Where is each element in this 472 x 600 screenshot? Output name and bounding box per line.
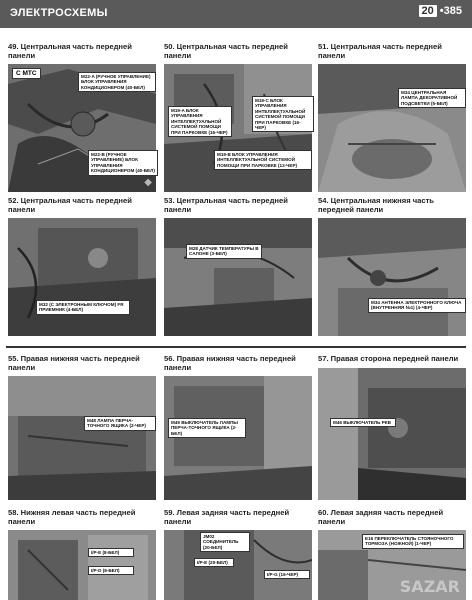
connector-label: I/P-D (8-БЕЛ) bbox=[88, 566, 134, 575]
watermark: SAZAR bbox=[399, 577, 460, 596]
figure-59 bbox=[164, 508, 312, 600]
figure-49 bbox=[8, 42, 156, 192]
connector-label: M19-C БЛОК УПРАВЛЕНИЯ ИНТЕЛЛЕКТУАЛЬНОЙ СИСТЕМОЙ ПОМОЩИ ПРИ ПАРКОВКЕ (16-ЧЕР) bbox=[252, 96, 314, 132]
label-with-mtc: С МТС bbox=[12, 68, 41, 79]
connector-label: I/P-E (8-БЕЛ) bbox=[88, 548, 134, 557]
section-title: ЭЛЕКТРОСХЕМЫ bbox=[10, 7, 108, 19]
figure-50 bbox=[164, 42, 312, 192]
figure-caption: 49. Центральная часть передней панели bbox=[8, 42, 132, 60]
photo bbox=[318, 218, 466, 336]
figure-caption: 54. Центральная нижняя часть передней панели bbox=[318, 196, 434, 214]
photo bbox=[8, 218, 156, 336]
figure-54 bbox=[318, 196, 466, 336]
section-divider bbox=[6, 346, 466, 348]
figure-caption: 57. Правая сторона передней панели bbox=[318, 354, 459, 363]
photo bbox=[8, 530, 156, 600]
photo bbox=[164, 218, 312, 336]
chapter-number: 20 bbox=[419, 5, 437, 17]
connector-label: E16 ПЕРЕКЛЮЧАТЕЛЬ СТОЯНОЧНОГО ТОРМОЗА (НОЖНОЙ) (1-ЧЕР) bbox=[362, 534, 464, 549]
page-number-value: 385 bbox=[443, 5, 462, 17]
figure-caption: 55. Правая нижняя часть передней панели bbox=[8, 354, 140, 372]
connector-label: I/P-E (20-БЕЛ) bbox=[194, 558, 234, 567]
figure-57 bbox=[318, 354, 466, 500]
figure-60 bbox=[318, 508, 466, 600]
figure-caption: 50. Центральная часть передней панели bbox=[164, 42, 288, 60]
connector-label: M22-A (РУЧНОЕ УПРАВЛЕНИЕ) БЛОК УПРАВЛЕНИЯ КОНДИЦИОНЕРОМ (40-БЕЛ) bbox=[78, 72, 156, 92]
figure-caption: 60. Левая задняя часть передней панели bbox=[318, 508, 444, 526]
connector-label: M19-B БЛОК УПРАВЛЕНИЯ ИНТЕЛЛЕКТУАЛЬНОЙ СИСТЕМОЙ ПОМОЩИ ПРИ ПАРКОВКЕ (12-ЧЕР) bbox=[214, 150, 312, 170]
photo bbox=[318, 368, 466, 500]
page-header bbox=[0, 0, 472, 28]
figure-caption: 58. Нижняя левая часть передней панели bbox=[8, 508, 136, 526]
figure-52 bbox=[8, 196, 156, 336]
connector-label: M34 ЦЕНТРАЛЬНАЯ ЛАМПА ДЕКОРАТИВНОЙ ПОДСВЕТКИ (5-БЕЛ) bbox=[398, 88, 466, 108]
connector-label: M28 ДАТЧИК ТЕМПЕРАТУРЫ В САЛОНЕ (3-БЕЛ) bbox=[186, 244, 262, 259]
page-number: 20 •385 bbox=[419, 5, 462, 17]
connector-label: M22-B (РУЧНОЕ УПРАВЛЕНИЕ) БЛОК УПРАВЛЕНИЯ КОНДИЦИОНЕРОМ (40-БЕЛ) bbox=[88, 150, 158, 176]
connector-label: M32 (С ЭЛЕКТРОННЫМ КЛЮЧОМ) FR ПРИЕМНИК (4-БЕЛ) bbox=[36, 300, 130, 315]
figure-caption: 53. Центральная часть передней панели bbox=[164, 196, 288, 214]
figure-58 bbox=[8, 508, 156, 600]
figure-caption: 56. Правая нижняя часть передней панели bbox=[164, 354, 296, 372]
figure-53 bbox=[164, 196, 312, 336]
figure-caption: 51. Центральная часть передней панели bbox=[318, 42, 442, 60]
connector-label: M19-A БЛОК УПРАВЛЕНИЯ ИНТЕЛЛЕКТУАЛЬНОЙ СИСТЕМОЙ ПОМОЩИ ПРИ ПАРКОВКЕ (16-ЧЕР) bbox=[168, 106, 232, 137]
connector-label: M34 АНТЕННА ЭЛЕКТРОННОГО КЛЮЧА (ВНУТРЕННЯЯ №1) (4-ЧЕР) bbox=[368, 298, 466, 313]
connector-label: M46 ВЫКЛЮЧАТЕЛЬ РКВ bbox=[330, 418, 396, 427]
photo bbox=[318, 64, 466, 192]
connector-label: M49 ВЫКЛЮЧАТЕЛЬ ЛАМПЫ ПЕРЧА-ТОЧНОГО ЯЩИКА (2-БЕЛ) bbox=[168, 418, 246, 438]
photo bbox=[8, 376, 156, 500]
connector-label: I/P-G (16-ЧЕР) bbox=[264, 570, 310, 579]
figure-56 bbox=[164, 354, 312, 500]
connector-label: JM02 СОЕДИНИТЕЛЬ (20-БЕЛ) bbox=[200, 532, 250, 552]
figure-caption: 59. Левая задняя часть передней панели bbox=[164, 508, 290, 526]
figure-55 bbox=[8, 354, 156, 500]
connector-label: M48 ЛАМПА ПЕРЧА-ТОЧНОГО ЯЩИКА (2-ЧЕР) bbox=[84, 416, 156, 431]
figure-51 bbox=[318, 42, 466, 192]
watermark: ◆ bbox=[144, 177, 152, 188]
figure-caption: 52. Центральная часть передней панели bbox=[8, 196, 132, 214]
